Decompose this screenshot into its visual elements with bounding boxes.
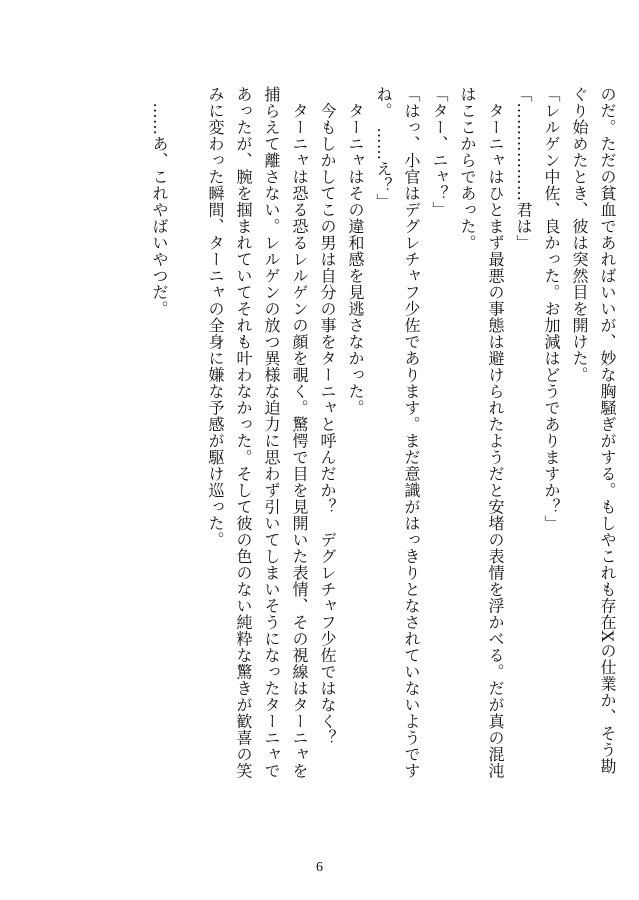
text-line: 「レルゲン中佐、良かった。お加減はどうでありますか？」 <box>542 86 561 532</box>
text-line: ターニャはその違和感を見逃さなかった。 <box>346 86 365 416</box>
page-number: 6 <box>316 860 323 875</box>
text-line: みに変わった瞬間、ターニャの全身に嫌な予感が駆け巡った。 <box>206 86 225 548</box>
text-line: ターニャはひとまず最悪の事態は避けられたようだと安堵の表情を浮かべる。だが真の混沌 <box>486 86 505 779</box>
text-line: ターニャは恐る恐るレルゲンの顔を覗く。驚愕で目を見開いた表情、その視線はターニャを <box>290 86 309 779</box>
text-line: のだ。ただの貧血であればいいが、妙な胸騒ぎがする。もしやこれも存在Xの仕業か、そう勘 <box>598 86 617 775</box>
text-line: 「………………君は」 <box>514 86 533 251</box>
text-line: 今もしかしてこの男は自分の事をターニャと呼んだか？ デグレチャフ少佐ではなく？ <box>318 86 337 746</box>
text-line: あったが、腕を掴まれていてそれも叶わなかった。そして彼の色のない純粋な驚きが歓喜の笑 <box>234 86 253 779</box>
text-line: ね。 ……え？」 <box>374 86 393 210</box>
text-line: 「ター、ニャ？」 <box>430 86 449 218</box>
blank-line <box>173 86 201 666</box>
text-line: ……あ、これやばいやつだ。 <box>150 86 169 317</box>
text-line: ぐり始めたとき、彼は突然目を開けた。 <box>570 86 589 383</box>
text-line: 捕らえて離さない。レルゲンの放つ異様な迫力に思わず引いてしまいそうになったターニャで <box>262 86 281 779</box>
vertical-body-text <box>145 86 621 779</box>
text-line: はここからであった。 <box>458 86 477 251</box>
text-line: 「はっ、小官はデグレチャフ少佐であります。まだ意識がはっきりとなされていないようです <box>402 86 421 779</box>
